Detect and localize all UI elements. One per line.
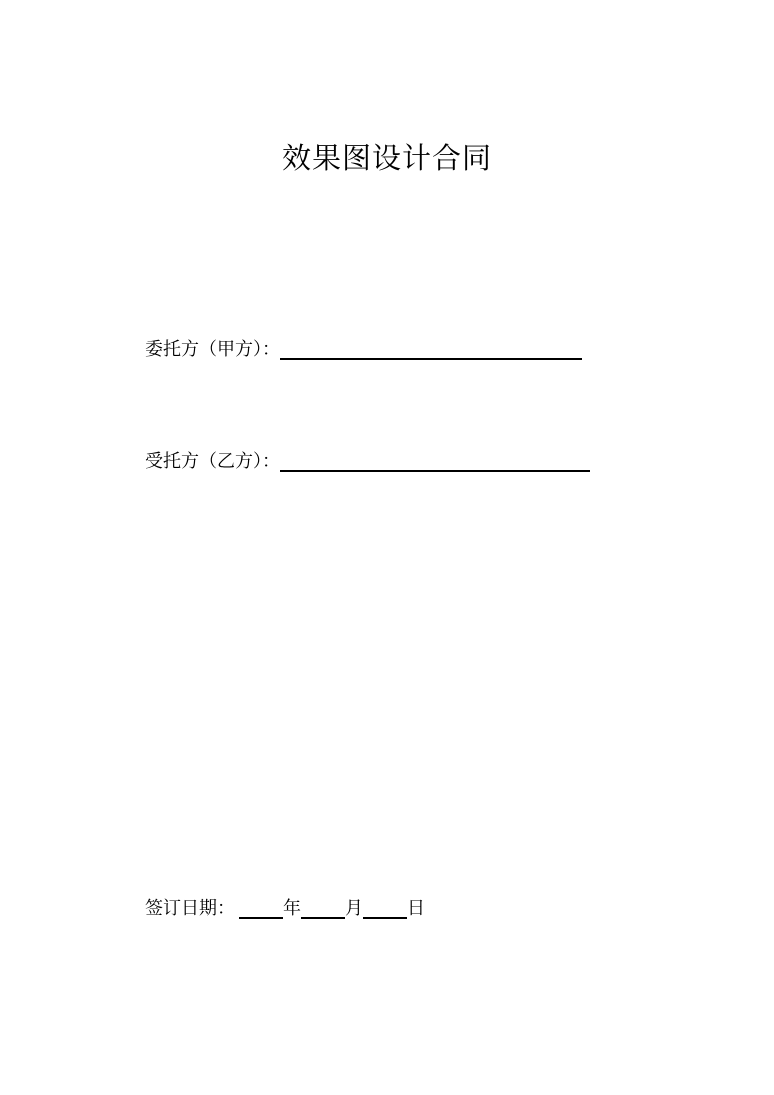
- party-a-blank-line: [280, 338, 582, 360]
- sign-date-label: 签订日期：: [145, 898, 235, 919]
- year-label: 年: [283, 898, 301, 919]
- party-b-label: 受托方（乙方）：: [145, 451, 280, 472]
- party-a-label: 委托方（甲方）：: [145, 339, 280, 360]
- document-title: 效果图设计合同: [281, 141, 492, 175]
- month-label: 月: [345, 898, 363, 919]
- sign-date-row: [145, 893, 425, 921]
- year-blank-line: [239, 897, 283, 919]
- month-blank-line: [301, 897, 345, 919]
- day-label: 日: [407, 898, 425, 919]
- party-b-row: [145, 446, 590, 474]
- day-blank-line: [363, 897, 407, 919]
- party-a-row: [145, 334, 582, 362]
- party-b-blank-line: [280, 450, 590, 472]
